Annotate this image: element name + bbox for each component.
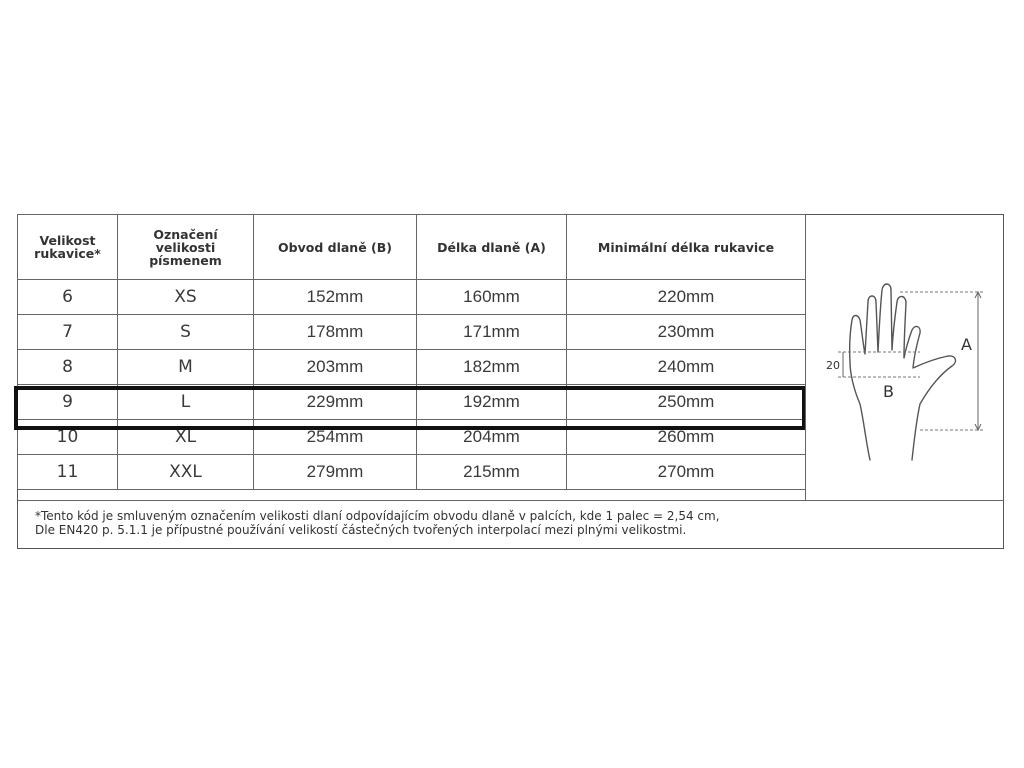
cell-circ: 152mm [254, 280, 417, 315]
header-length: Délka dlaně (A) [417, 215, 567, 280]
cell-length: 215mm [417, 455, 567, 490]
label-20: 20 [826, 359, 840, 372]
table-row [18, 385, 806, 420]
glove-size-table [17, 214, 806, 490]
cell-min: 250mm [567, 385, 806, 420]
cell-circ: 229mm [254, 385, 417, 420]
cell-length: 182mm [417, 350, 567, 385]
footnote-line-2: Dle EN420 p. 5.1.1 je přípustné používání velikostí částečných tvořených interpolací mezi plnými velikostmi. [35, 523, 687, 537]
cell-size: 11 [18, 455, 118, 490]
cell-length: 160mm [417, 280, 567, 315]
header-circumference: Obvod dlaně (B) [254, 215, 417, 280]
header-size: Velikost rukavice* [18, 215, 118, 280]
footnote [17, 500, 1004, 549]
footnote-line-1: *Tento kód je smluveným označením velikosti dlaní odpovídajícím obvodu dlaně v palcích, kde 1 palec = 2,54 cm, [35, 509, 720, 523]
cell-letter: XL [118, 420, 254, 455]
cell-min: 230mm [567, 315, 806, 350]
cell-min: 240mm [567, 350, 806, 385]
table-header-row [18, 215, 806, 280]
cell-min: 270mm [567, 455, 806, 490]
cell-length: 171mm [417, 315, 567, 350]
cell-size: 7 [18, 315, 118, 350]
cell-min: 220mm [567, 280, 806, 315]
cell-circ: 178mm [254, 315, 417, 350]
table-row [18, 420, 806, 455]
table-row [18, 350, 806, 385]
hand-diagram [820, 282, 990, 462]
cell-size: 10 [18, 420, 118, 455]
table-row [18, 315, 806, 350]
label-a: A [961, 335, 972, 354]
table-row [18, 280, 806, 315]
hand-outline [850, 284, 956, 460]
cell-length: 204mm [417, 420, 567, 455]
header-letter: Označení velikosti písmenem [118, 215, 254, 280]
cell-letter: XS [118, 280, 254, 315]
cell-circ: 203mm [254, 350, 417, 385]
cell-size: 6 [18, 280, 118, 315]
label-b: B [883, 382, 894, 401]
cell-letter: S [118, 315, 254, 350]
cell-circ: 279mm [254, 455, 417, 490]
cell-size: 9 [18, 385, 118, 420]
table-row [18, 455, 806, 490]
cell-circ: 254mm [254, 420, 417, 455]
cell-size: 8 [18, 350, 118, 385]
cell-letter: M [118, 350, 254, 385]
cell-letter: L [118, 385, 254, 420]
cell-letter: XXL [118, 455, 254, 490]
header-min-length: Minimální délka rukavice [567, 215, 806, 280]
cell-length: 192mm [417, 385, 567, 420]
cell-min: 260mm [567, 420, 806, 455]
